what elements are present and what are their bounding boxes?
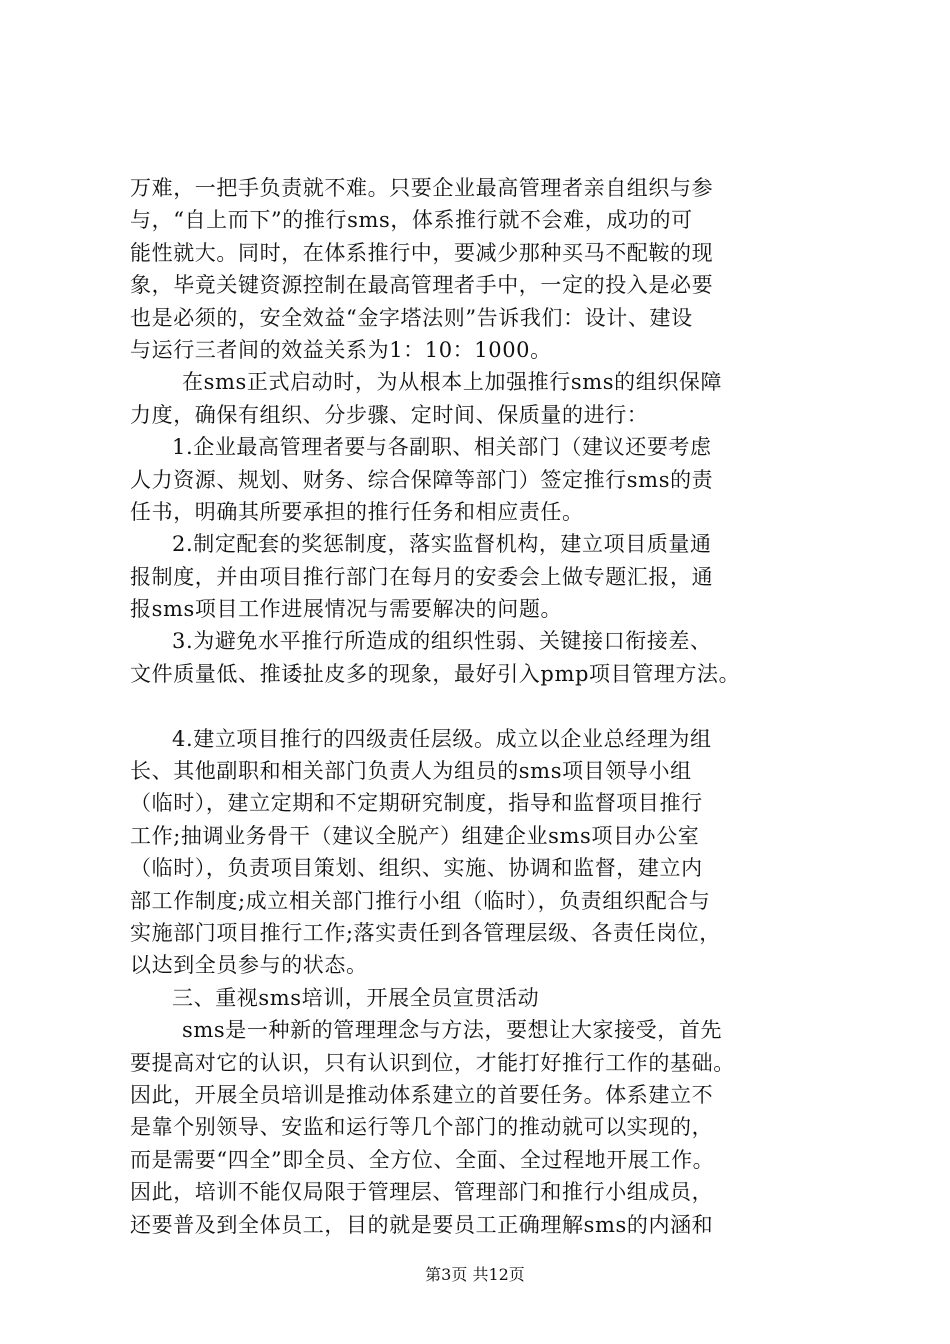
text-line: 因此，开展全员培训是推动体系建立的首要任务。体系建立不 xyxy=(130,1082,714,1107)
text-line: 4.建立项目推行的四级责任层级。成立以企业总经理为组 xyxy=(172,726,712,751)
text-line: 万难，一把手负责就不难。只要企业最高管理者亲自组织与参 xyxy=(130,176,714,200)
text-line: sms是一种新的管理理念与方法，要想让大家接受，首先 xyxy=(182,1018,723,1043)
text-line: 报sms项目工作进展情况与需要解决的问题。 xyxy=(130,597,563,622)
page-number-label: 第3页 共12页 xyxy=(425,1265,525,1284)
text-line: 在sms正式启动时，为从根本上加强推行sms的组织保障 xyxy=(182,370,723,395)
text-line xyxy=(130,690,820,722)
text-line: （临时），负责项目策划、组织、实施、协调和监督，建立内 xyxy=(130,856,703,881)
text-line: 与运行三者间的效益关系为1：10：1000。 xyxy=(130,337,552,362)
page-footer xyxy=(0,1262,950,1285)
text-line: 3.为避免水平推行所造成的组织性弱、关键接口衔接差、 xyxy=(172,629,712,654)
text-line: 而是需要“四全”即全员、全方位、全面、全过程地开展工作。 xyxy=(130,1147,715,1172)
text-line: 以达到全员参与的状态。 xyxy=(130,953,368,978)
text-line: 能性就大。同时，在体系推行中，要减少那种买马不配鞍的现 xyxy=(130,240,714,265)
text-line: 是靠个别领导、安监和运行等几个部门的推动就可以实现的， xyxy=(130,1115,714,1140)
text-line: 任书，明确其所要承担的推行任务和相应责任。 xyxy=(130,499,584,524)
text-line: 要提高对它的认识，只有认识到位，才能打好推行工作的基础。 xyxy=(130,1050,735,1075)
text-line: 1.企业最高管理者要与各副职、相关部门（建议还要考虑 xyxy=(172,435,712,460)
text-line: 象，毕竟关键资源控制在最高管理者手中，一定的投入是必要 xyxy=(130,273,714,298)
text-line: 力度，确保有组织、分步骤、定时间、保质量的进行： xyxy=(130,402,649,427)
text-line: （临时），建立定期和不定期研究制度，指导和监督项目推行 xyxy=(130,791,703,816)
text-line: 与，“自上而下”的推行sms，体系推行就不会难，成功的可 xyxy=(130,208,693,233)
text-line: 长、其他副职和相关部门负责人为组员的sms项目领导小组 xyxy=(130,759,692,784)
text-line: 报制度，并由项目推行部门在每月的安委会上做专题汇报，通 xyxy=(130,564,714,589)
text-line: 因此，培训不能仅局限于管理层、管理部门和推行小组成员， xyxy=(130,1180,714,1205)
text-line: 也是必须的，安全效益“金字塔法则”告诉我们：设计、建设 xyxy=(130,305,693,330)
text-line: 人力资源、规划、财务、综合保障等部门）签定推行sms的责 xyxy=(130,467,714,492)
text-line: 文件质量低、推诿扯皮多的现象，最好引入pmp项目管理方法。 xyxy=(130,661,741,686)
text-line: 部工作制度;成立相关部门推行小组（临时），负责组织配合与 xyxy=(130,888,711,913)
document-body xyxy=(130,172,820,1241)
text-line: 工作;抽调业务骨干（建议全脱产）组建企业sms项目办公室 xyxy=(130,823,700,848)
text-line: 实施部门项目推行工作;落实责任到各管理层级、各责任岗位， xyxy=(130,920,721,945)
text-line: 还要普及到全体员工，目的就是要员工正确理解sms的内涵和 xyxy=(130,1212,714,1237)
text-line: 三、重视sms培训，开展全员宣贯活动 xyxy=(172,985,540,1010)
text-line: 2.制定配套的奖惩制度，落实监督机构，建立项目质量通 xyxy=(172,532,712,557)
